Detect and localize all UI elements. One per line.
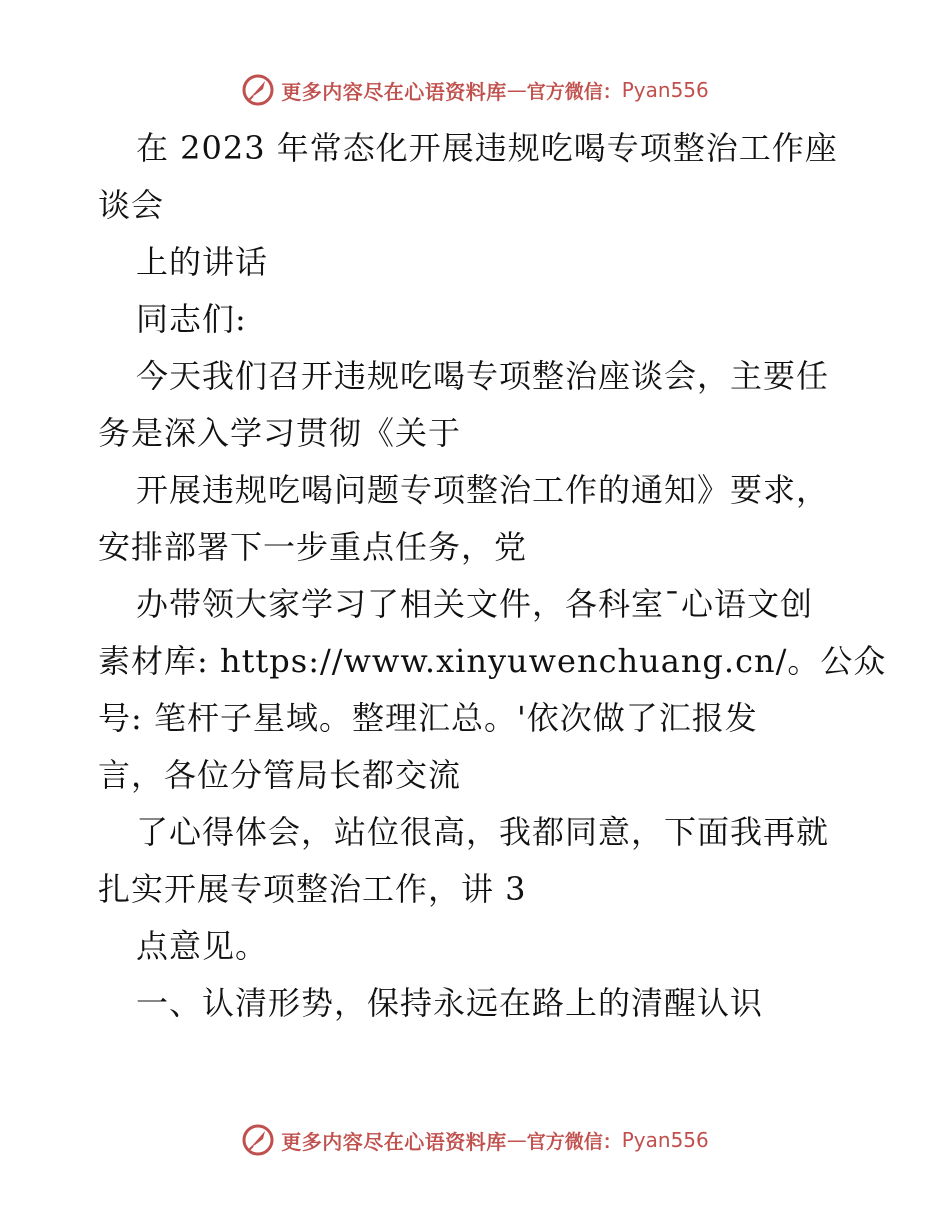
text-line: 办带领大家学习了相关文件，各科室¯心语文创 (136, 585, 814, 623)
text-line: 今天我们召开违规吃喝专项整治座谈会，主要任 (136, 357, 830, 395)
text-line: 安排部署下一步重点任务，党 (98, 528, 528, 566)
quill-logo-icon (241, 73, 275, 107)
text-line: 扎实开展专项整治工作，讲 3 (98, 870, 527, 908)
text-line: 点意见。 (136, 927, 269, 965)
watermark-wechat-label: 官方微信： (526, 1130, 622, 1153)
watermark-wechat-label: 官方微信： (526, 80, 622, 103)
text-line: 上的讲话 (136, 243, 269, 281)
text-line: 言，各位分管局长都交流 (98, 756, 462, 794)
text-line: 谈会 (98, 186, 165, 224)
text-line: 同志们: (136, 300, 247, 338)
footer-watermark (0, 1120, 950, 1160)
text-line: 开展违规吃喝问题专项整治工作的通知》要求， (136, 471, 830, 509)
text-line: 在 2023 年常态化开展违规吃喝专项整治工作座 (136, 129, 838, 167)
watermark-separator: — (506, 1128, 527, 1152)
watermark-wechat-id: Pyan556 (621, 1128, 709, 1152)
watermark-separator: — (506, 78, 527, 102)
document-body (98, 120, 887, 1032)
quill-logo-icon (241, 1123, 275, 1157)
text-line: 一、认清形势，保持永远在路上的清醒认识 (136, 984, 764, 1022)
text-line: 素材库: https://www.xinyuwenchuang.cn/。公众 (98, 642, 887, 680)
text-line: 号: 笔杆子星域。整理汇总。'依次做了汇报发 (98, 699, 758, 737)
watermark-wechat-id: Pyan556 (621, 78, 709, 102)
text-line: 务是深入学习贯彻《关于 (98, 414, 462, 452)
text-line: 了心得体会，站位很高，我都同意，下面我再就 (136, 813, 830, 851)
header-watermark (0, 70, 950, 110)
watermark-main-text: 更多内容尽在心语资料库 (281, 1129, 507, 1154)
watermark-main-text: 更多内容尽在心语资料库 (281, 79, 507, 104)
